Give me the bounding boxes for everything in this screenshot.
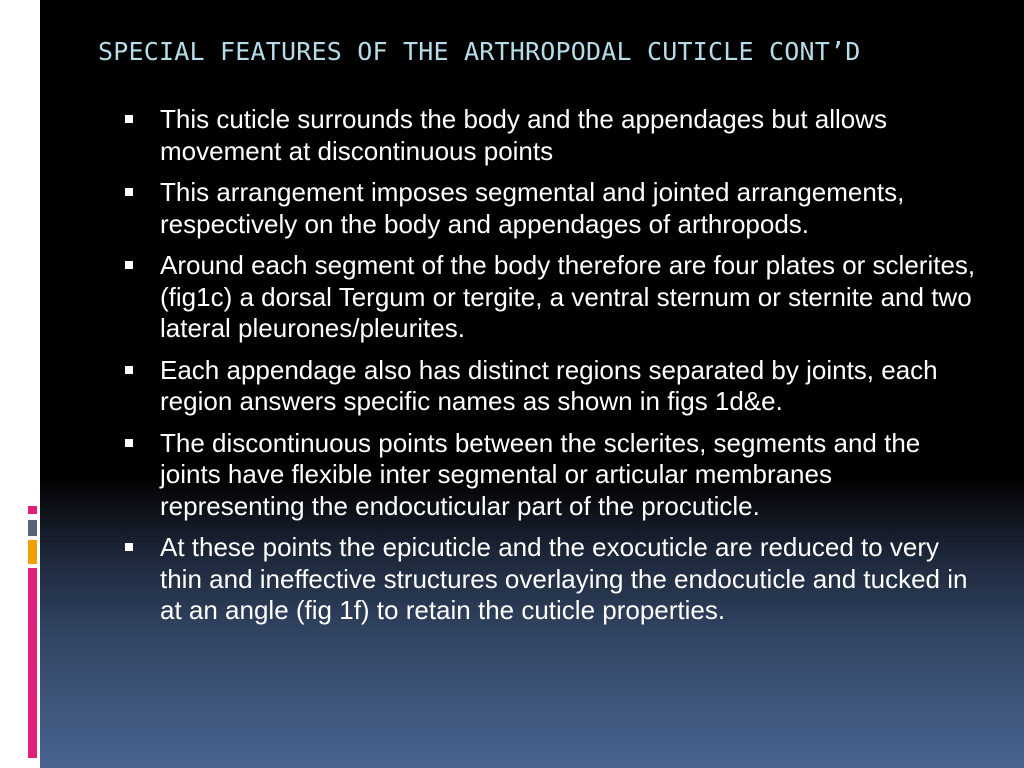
bullet-text: Around each segment of the body therefore are four plates or sclerites, (fig1c) a dorsal Tergum or tergite, a ventral sternum or sternite and two lateral pleurones/pleurites. bbox=[160, 250, 976, 343]
accent-bar-pink bbox=[28, 568, 37, 758]
square-bullet-icon bbox=[125, 543, 133, 551]
square-bullet-icon bbox=[125, 115, 133, 123]
accent-bars bbox=[28, 506, 40, 758]
bullet-text: This arrangement imposes segmental and jointed arrangements, respectively on the body and appendages of arthropods. bbox=[160, 177, 905, 239]
bullet-item bbox=[120, 428, 980, 523]
square-bullet-icon bbox=[125, 188, 133, 196]
bullet-text: This cuticle surrounds the body and the appendages but allows movement at discontinuous points bbox=[160, 104, 888, 166]
bullet-item bbox=[120, 250, 980, 345]
bullet-item bbox=[120, 177, 980, 240]
bullet-item bbox=[120, 355, 980, 418]
accent-bar-orange bbox=[28, 540, 37, 564]
bullet-text: The discontinuous points between the sclerites, segments and the joints have flexible inter segmental or articular membranes representing the endocuticular part of the procuticle. bbox=[160, 427, 921, 521]
square-bullet-icon bbox=[125, 366, 133, 374]
bullet-text: At these points the epicuticle and the exocuticle are reduced to very thin and ineffective structures overlaying the endocuticle and tucked in at an angle (fig 1f) to retain the cuticle properties. bbox=[160, 532, 968, 625]
square-bullet-icon bbox=[125, 439, 133, 447]
slide-title: SPECIAL FEATURES OF THE ARTHROPODAL CUTICLE CONT’D bbox=[98, 37, 861, 66]
square-bullet-icon bbox=[125, 261, 133, 269]
accent-bar-gray bbox=[28, 520, 37, 536]
bullet-list bbox=[120, 104, 980, 637]
bullet-item bbox=[120, 532, 980, 627]
accent-bar-pink-top bbox=[28, 506, 37, 514]
bullet-item bbox=[120, 104, 980, 167]
bullet-text: Each appendage also has distinct regions separated by joints, each region answers specific names as shown in figs 1d&e. bbox=[160, 354, 938, 416]
